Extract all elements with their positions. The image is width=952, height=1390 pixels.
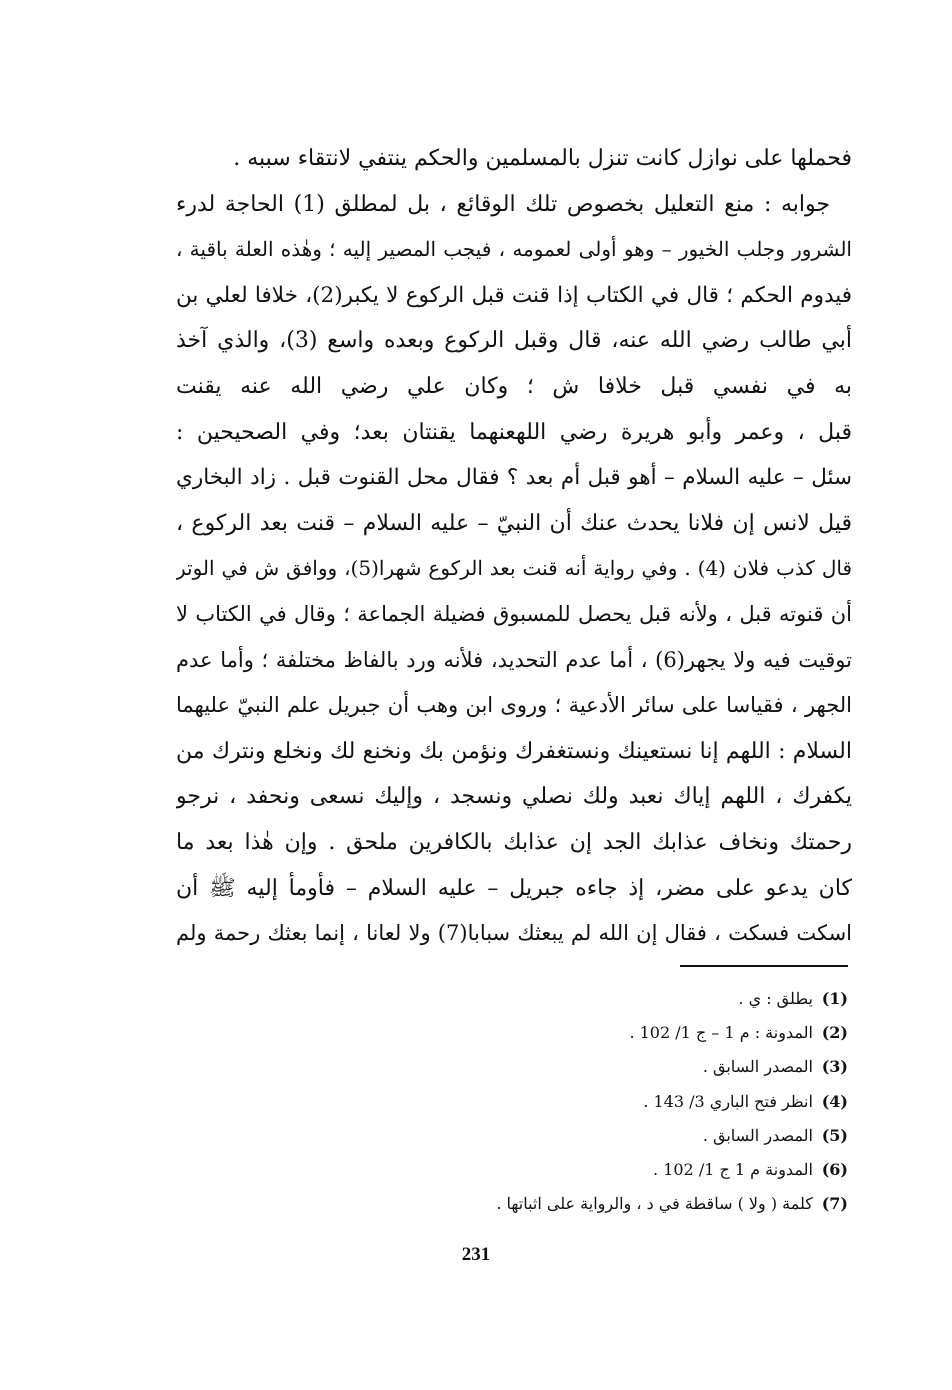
text-line: فحملها على نوازل كانت تنزل بالمسلمين والحكم ينتفي لانتقاء سببه . xyxy=(233,146,852,171)
text-line: سئل – عليه السلام – أهو قبل أم بعد ؟ فقال محل القنوت قبل . زاد البخاري xyxy=(176,465,852,491)
footnote-item xyxy=(208,1050,848,1084)
text-line: أبي طالب رضي الله عنه، قال وقبل الركوع وبعده واسع (3)، والذي آخذ xyxy=(176,328,852,354)
text-line: أن قنوته قبل ، ولأنه قبل يحصل للمسبوق فضيلة الجماعة ؛ وقال في الكتاب لا xyxy=(176,601,852,626)
text-line: قال كذب فلان (4) . وفي رواية أنه قنت بعد الركوع شهرا(5)، ووافق ش في الوتر xyxy=(176,556,852,581)
text-line: جوابه : منع التعليل بخصوص تلك الوقائع ، بل لمطلق (1) الحاجة لدرء xyxy=(176,191,831,217)
text-line: قبل ، وعمر وأبو هريرة رضي اللهعنهما يقنتان بعد؛ وفي الصحيحين : xyxy=(176,419,852,445)
footnote-number: (1) xyxy=(821,989,848,1008)
footnote-text: يطلق : ي . xyxy=(738,989,813,1008)
footnote-number: (4) xyxy=(821,1091,848,1111)
footnote-item xyxy=(208,1119,848,1153)
footnote-item xyxy=(208,982,848,1016)
footnote-number: (5) xyxy=(821,1125,848,1145)
text-line: اسكت فسكت ، فقال إن الله لم يبعثك سبابا(7) ولا لعانا ، إنما بعثك رحمة ولم xyxy=(176,921,852,946)
footnote-number: (2) xyxy=(821,1023,848,1043)
footnote-number: (3) xyxy=(821,1057,848,1077)
text-line: يكفرك ، اللهم إياك نعبد ولك نصلي ونسجد ، وإليك نسعى ونحفد ، نرجو xyxy=(176,784,852,810)
footnote-number: (7) xyxy=(821,1194,848,1214)
text-line: السلام : اللهم إنا نستعينك ونستغفرك ونؤمن بك ونخنع لك ونخلع ونترك من xyxy=(176,738,852,764)
main-text xyxy=(176,136,852,957)
text-line: رحمتك ونخاف عذابك الجد إن عذابك بالكافرين ملحق . وإن هٰذا بعد ما xyxy=(176,829,852,855)
footnotes-list xyxy=(208,982,848,1221)
footnote-text: انظر فتح الباري 3/ 143 . xyxy=(643,1091,813,1111)
text-line: به في نفسي قبل خلافا ش ؛ وكان علي رضي الله عنه يقنت xyxy=(176,373,852,399)
footnote-text: المدونة : م 1 – ج 1/ 102 . xyxy=(629,1023,813,1043)
text-line: توقيت فيه ولا يجهر(6) ، أما عدم التحديد، فلأنه ورد بالفاظ مختلفة ؛ وأما عدم xyxy=(176,647,852,672)
footnote-item xyxy=(208,1016,848,1050)
footnote-number: (6) xyxy=(821,1159,848,1179)
footnote-item xyxy=(208,1153,848,1187)
footnote-text: المصدر السابق . xyxy=(702,1125,813,1145)
text-line: الشرور وجلب الخيور – وهو أولى لعمومه ، فيجب المصير إليه ؛ وهٰذه العلة باقية ، xyxy=(176,237,852,262)
footnote-item xyxy=(208,1085,848,1119)
text-line: فيدوم الحكم ؛ قال في الكتاب إذا قنت قبل الركوع لا يكبر(2)، خلافا لعلي بن xyxy=(176,282,852,308)
footnote-text: المدونة م 1 ج 1/ 102 . xyxy=(653,1159,813,1179)
footnote-text: كلمة ( ولا ) ساقطة في د ، والرواية على اثباتها . xyxy=(496,1194,813,1214)
footnote-separator xyxy=(680,965,848,967)
text-line: الجهر ، فقياسا على سائر الأدعية ؛ وروى ابن وهب أن جبريل علم النبيّ عليهما xyxy=(176,693,852,718)
text-line: كان يدعو على مضر، إذ جاءه جبريل – عليه السلام – فأومأ إليه ﷺ أن xyxy=(176,875,852,901)
footnote-item xyxy=(208,1187,848,1221)
footnote-text: المصدر السابق . xyxy=(702,1057,813,1077)
text-line: قيل لانس إن فلانا يحدث عنك أن النبيّ – عليه السلام – قنت بعد الركوع ، xyxy=(176,510,852,536)
page-number: 231 xyxy=(461,1244,491,1265)
